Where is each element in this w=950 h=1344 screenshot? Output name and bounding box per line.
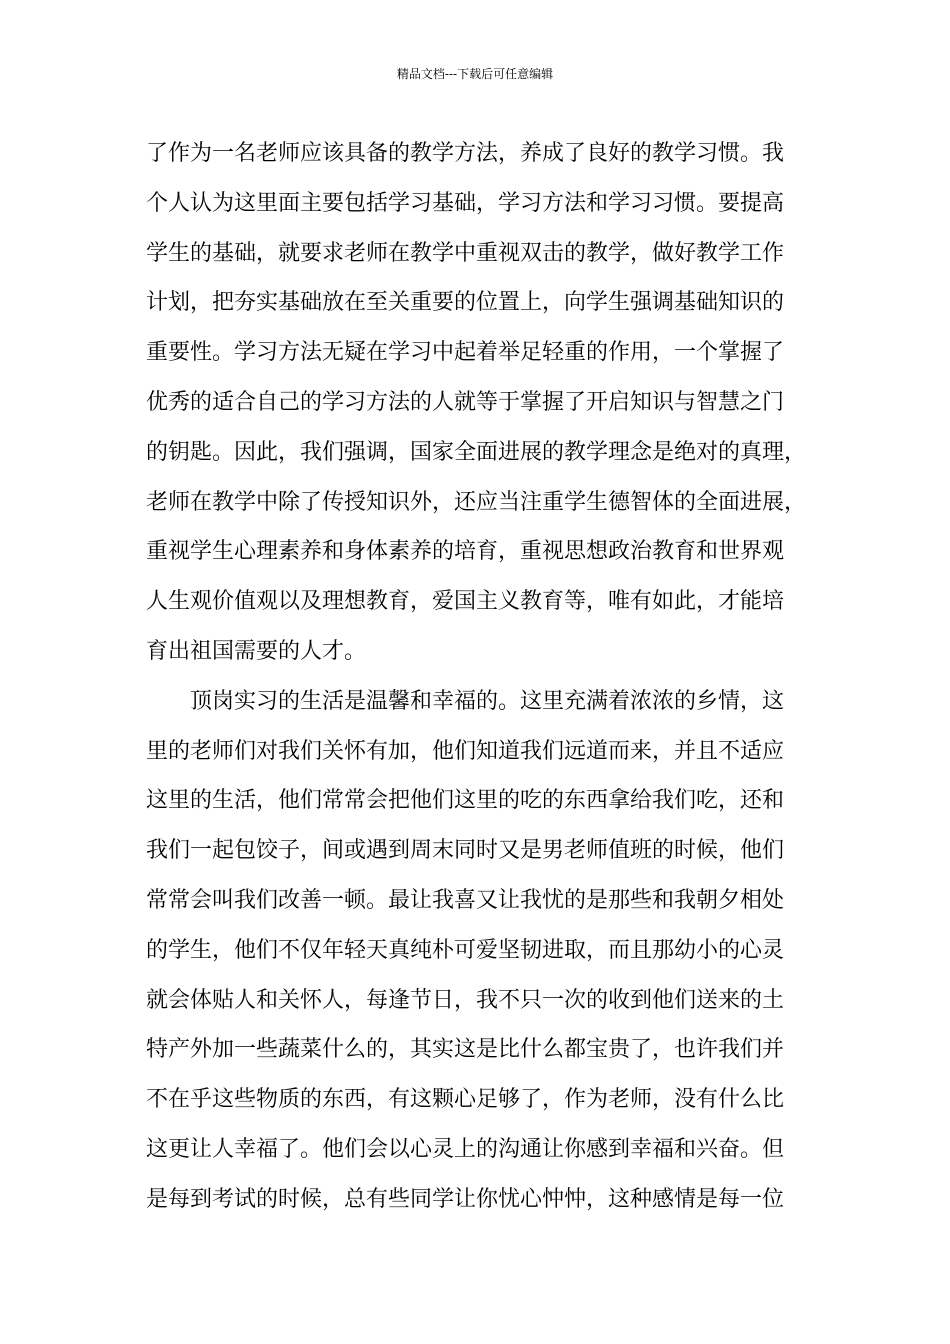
paragraph-2 bbox=[146, 677, 836, 1225]
text-line: 的学生，他们不仅年轻天真纯朴可爱坚韧进取，而且那幼小的心灵 bbox=[146, 937, 785, 963]
text-line: 重要性。学习方法无疑在学习中起着举足轻重的作用，一个掌握了 bbox=[146, 340, 785, 366]
text-line: 这里的生活，他们常常会把他们这里的吃的东西拿给我们吃，还和 bbox=[146, 788, 785, 814]
text-line: 学生的基础，就要求老师在教学中重视双击的教学，做好教学工作 bbox=[146, 240, 785, 266]
text-line: 里的老师们对我们关怀有加，他们知道我们远道而来，并且不适应 bbox=[146, 738, 785, 764]
text-line: 我们一起包饺子，间或遇到周末同时又是男老师值班的时候，他们 bbox=[146, 838, 785, 864]
text-line: 的钥匙。因此，我们强调，国家全面进展的教学理念是绝对的真理， bbox=[146, 439, 807, 465]
page-header: 精品文档---下载后可任意编辑 bbox=[396, 67, 554, 81]
text-line: 就会体贴人和关怀人，每逢节日，我不只一次的收到他们送来的土 bbox=[146, 987, 785, 1013]
text-line: 优秀的适合自己的学习方法的人就等于掌握了开启知识与智慧之门 bbox=[146, 389, 785, 415]
text-line: 是每到考试的时候，总有些同学让你忧心忡忡，这种感情是每一位 bbox=[146, 1186, 785, 1212]
paragraph-1 bbox=[146, 129, 836, 677]
document-body bbox=[146, 129, 836, 1225]
text-line: 老师在教学中除了传授知识外，还应当注重学生德智体的全面进展， bbox=[146, 489, 807, 515]
text-line: 了作为一名老师应该具备的教学方法，养成了良好的教学习惯。我 bbox=[146, 141, 785, 166]
text-line: 个人认为这里面主要包括学习基础，学习方法和学习习惯。要提高 bbox=[146, 190, 785, 216]
text-line: 计划，把夯实基础放在至关重要的位置上，向学生强调基础知识的 bbox=[146, 290, 785, 316]
text-line: 不在乎这些物质的东西，有这颗心足够了，作为老师，没有什么比 bbox=[146, 1087, 785, 1113]
text-line: 人生观价值观以及理想教育，爱国主义教育等，唯有如此，才能培 bbox=[146, 589, 785, 615]
text-line: 顶岗实习的生活是温馨和幸福的。这里充满着浓浓的乡情，这 bbox=[190, 688, 785, 714]
text-line: 重视学生心理素养和身体素养的培育，重视思想政治教育和世界观 bbox=[146, 539, 785, 565]
text-line: 这更让人幸福了。他们会以心灵上的沟通让你感到幸福和兴奋。但 bbox=[146, 1136, 785, 1162]
text-line: 特产外加一些蔬菜什么的，其实这是比什么都宝贵了，也许我们并 bbox=[146, 1037, 785, 1063]
text-line: 常常会叫我们改善一顿。最让我喜又让我忧的是那些和我朝夕相处 bbox=[146, 887, 785, 913]
text-line: 育出祖国需要的人才。 bbox=[146, 638, 367, 664]
